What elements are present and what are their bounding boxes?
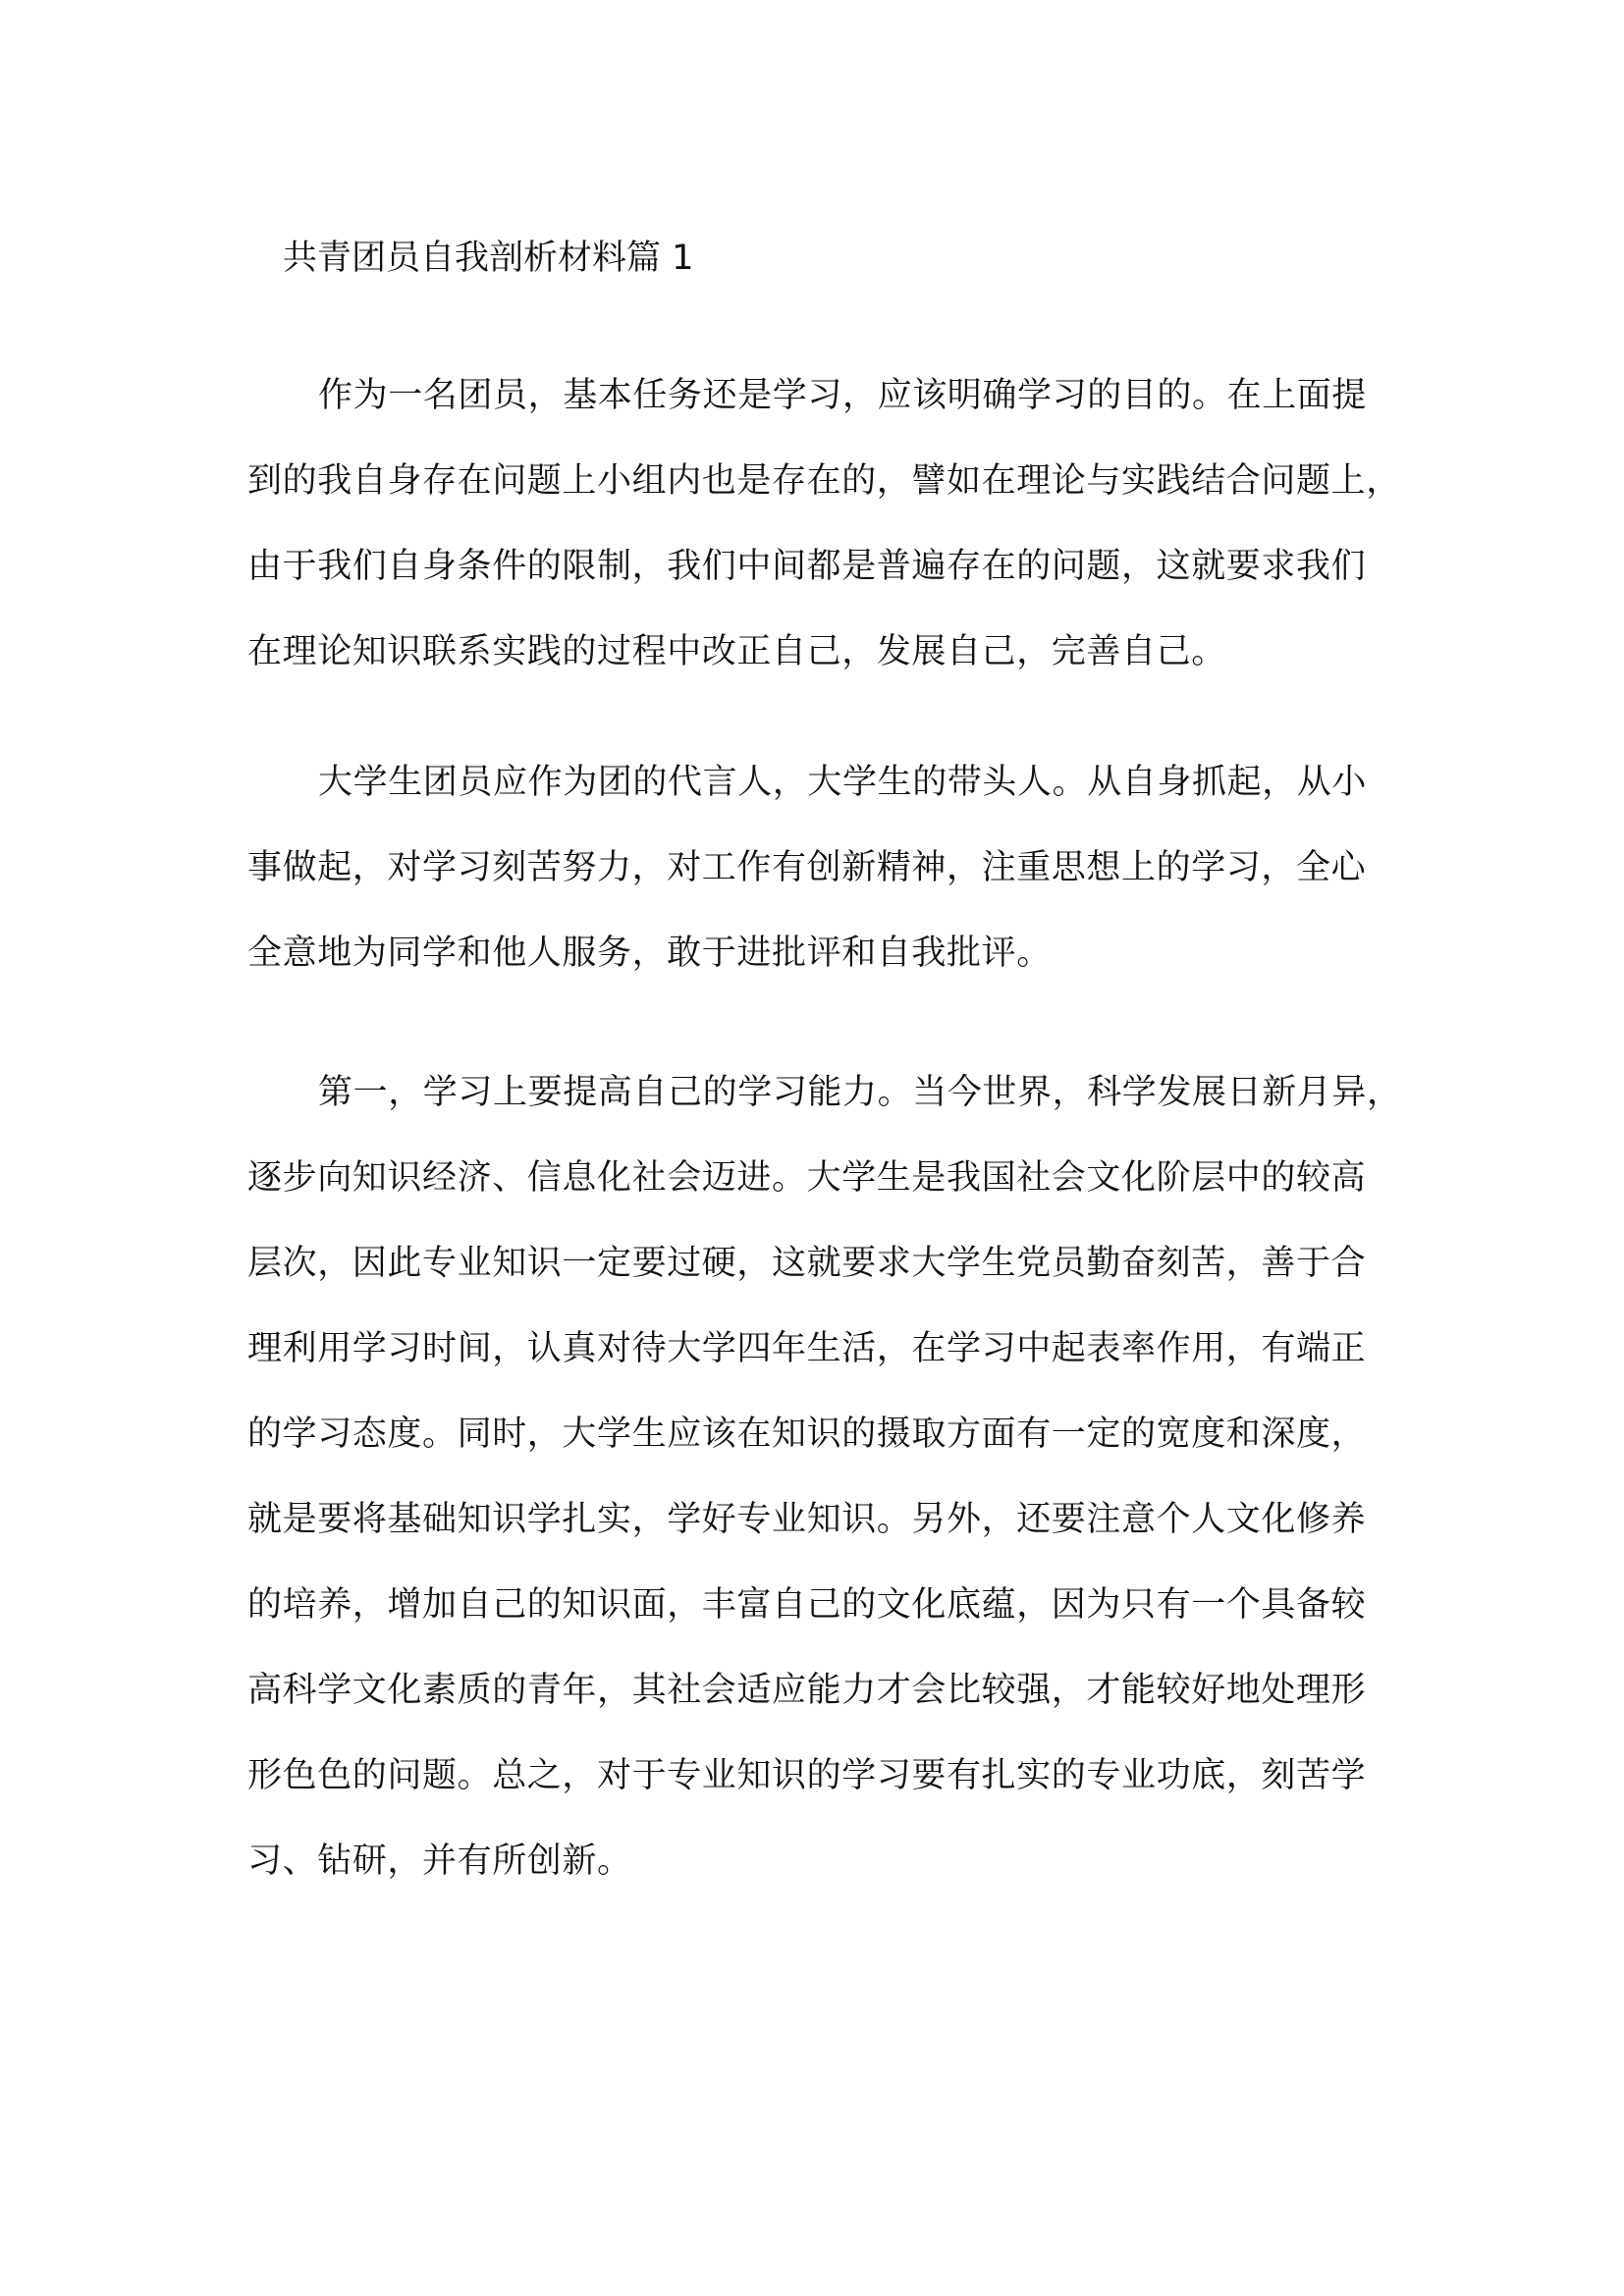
document-title: 共青团员自我剖析材料篇 1 [283, 239, 694, 278]
text-line: 高科学文化素质的青年，其社会适应能力才会比较强，才能较好地处理形 [247, 1671, 1367, 1710]
text-line: 逐步向知识经济、信息化社会迈进。大学生是我国社会文化阶层中的较高 [247, 1158, 1367, 1198]
text-line: 由于我们自身条件的限制，我们中间都是普遍存在的问题，这就要求我们 [247, 547, 1367, 586]
text-line: 大学生团员应作为团的代言人，大学生的带头人。从自身抓起，从小 [318, 763, 1368, 802]
text-line: 理利用学习时间，认真对待大学四年生活，在学习中起表率作用，有端正 [247, 1329, 1367, 1368]
text-line: 在理论知识联系实践的过程中改正自己，发展自己，完善自己。 [247, 632, 1226, 671]
text-line: 全意地为同学和他人服务，敢于进批评和自我批评。 [247, 934, 1052, 973]
text-line: 层次，因此专业知识一定要过硬，这就要求大学生党员勤奋刻苦，善于合 [247, 1244, 1367, 1283]
text-line: 就是要将基础知识学扎实，学好专业知识。另外，还要注意个人文化修养 [247, 1500, 1367, 1539]
text-line: 到的我自身存在问题上小组内也是存在的，譬如在理论与实践结合问题上， [247, 461, 1401, 501]
text-line: 的培养，增加自己的知识面，丰富自己的文化底蕴，因为只有一个具备较 [247, 1585, 1367, 1625]
paragraph-2 [247, 740, 1396, 996]
text-line: 作为一名团员，基本任务还是学习，应该明确学习的目的。在上面提 [318, 376, 1368, 415]
text-line: 习、钻研，并有所创新。 [247, 1842, 632, 1881]
text-line: 的学习态度。同时，大学生应该在知识的摄取方面有一定的宽度和深度， [247, 1415, 1367, 1454]
paragraph-3 [247, 1050, 1402, 1904]
text-line: 事做起，对学习刻苦努力，对工作有创新精神，注重思想上的学习，全心 [247, 848, 1367, 887]
paragraph-1 [247, 353, 1401, 695]
text-line: 形色色的问题。总之，对于专业知识的学习要有扎实的专业功底，刻苦学 [247, 1756, 1367, 1795]
text-line: 第一，学习上要提高自己的学习能力。当今世界，科学发展日新月异， [318, 1073, 1402, 1112]
